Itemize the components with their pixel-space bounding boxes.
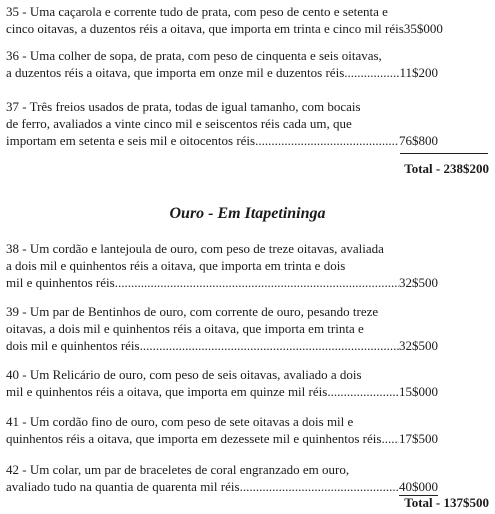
item-amount: 17$500	[399, 431, 438, 446]
item-line: 41 - Um cordão fino de ouro, com peso de sete oitavas a dois mil e	[6, 414, 354, 429]
item-line: oitavas, a dois mil e quinhentos réis a oitava, que importa em trinta e	[6, 321, 364, 336]
item-last-line	[6, 274, 438, 291]
item-line: mil e quinhentos réis a oitava, que importa em quinze mil réis	[6, 384, 328, 399]
item-line: 38 - Um cordão e lantejoula de ouro, com peso de treze oitavas, avaliada	[6, 241, 384, 256]
item-amount: 40$000	[399, 479, 438, 494]
inventory-item-39	[6, 303, 438, 354]
item-last-line	[6, 478, 438, 496]
leader-dots	[240, 478, 399, 495]
item-last-line	[6, 20, 443, 37]
inventory-item-40	[6, 366, 438, 400]
item-last-line	[6, 383, 438, 400]
item-line: importam em setenta e seis mil e oitocentos réis	[6, 133, 256, 148]
item-amount: 11$200	[399, 65, 438, 80]
inventory-item-36	[6, 47, 438, 81]
leader-dots	[255, 132, 399, 149]
item-line: cinco oitavas, a duzentos réis a oitava, que importa em trinta e cinco mil réis	[6, 21, 404, 36]
item-line: 42 - Um colar, um par de braceletes de coral engranzado em ouro,	[6, 462, 350, 477]
item-amount: 35$000	[403, 21, 443, 36]
item-line: dois mil e quinhentos réis	[6, 338, 140, 353]
inventory-item-37	[6, 98, 438, 149]
total-rule	[400, 153, 488, 154]
section-heading: Ouro - Em Itapetininga	[169, 205, 326, 222]
item-last-line	[6, 337, 438, 354]
item-line: 36 - Uma colher de sopa, de prata, com peso de cinquenta e seis oitavas,	[6, 48, 382, 63]
item-last-line	[6, 430, 438, 447]
item-line: 40 - Um Relicário de ouro, com peso de seis oitavas, avaliado a dois	[6, 367, 362, 382]
item-amount: 76$800	[399, 133, 438, 148]
item-line: 35 - Uma caçarola e corrente tudo de prata, com peso de cento e setenta e	[6, 4, 388, 19]
item-line: 37 - Três freios usados de prata, todas de igual tamanho, com bocais	[6, 99, 361, 114]
leader-dots	[381, 430, 399, 447]
inventory-item-42	[6, 461, 438, 496]
item-line: 39 - Um par de Bentinhos de ouro, com corrente de ouro, pesando treze	[6, 304, 379, 319]
leader-dots	[140, 337, 399, 354]
item-last-line	[6, 132, 438, 149]
inventory-item-35	[6, 3, 443, 37]
item-line: a duzentos réis a oitava, que importa em onze mil e duzentos réis	[6, 65, 345, 80]
item-line: de ferro, avaliados a vinte cinco mil e seiscentos réis cada um, que	[6, 116, 352, 131]
item-amount: 15$000	[399, 384, 438, 399]
inventory-item-38	[6, 240, 438, 291]
total-prata: Total - 238$200	[404, 161, 489, 176]
item-last-line	[6, 64, 438, 81]
item-amount: 32$500	[399, 338, 438, 353]
item-line: a dois mil e quinhentos réis a oitava, que importa em trinta e dois	[6, 258, 346, 273]
item-line: quinhentos réis a oitava, que importa em dezessete mil e quinhentos réis	[6, 431, 382, 446]
leader-dots	[344, 64, 399, 81]
total-ouro: Total - 137$500	[404, 495, 489, 510]
inventory-item-41	[6, 413, 438, 447]
leader-dots	[327, 383, 399, 400]
item-line: mil e quinhentos réis	[6, 275, 115, 290]
item-line: avaliado tudo na quantia de quarenta mil réis	[6, 479, 240, 494]
item-amount: 32$500	[399, 275, 438, 290]
leader-dots	[115, 274, 399, 291]
